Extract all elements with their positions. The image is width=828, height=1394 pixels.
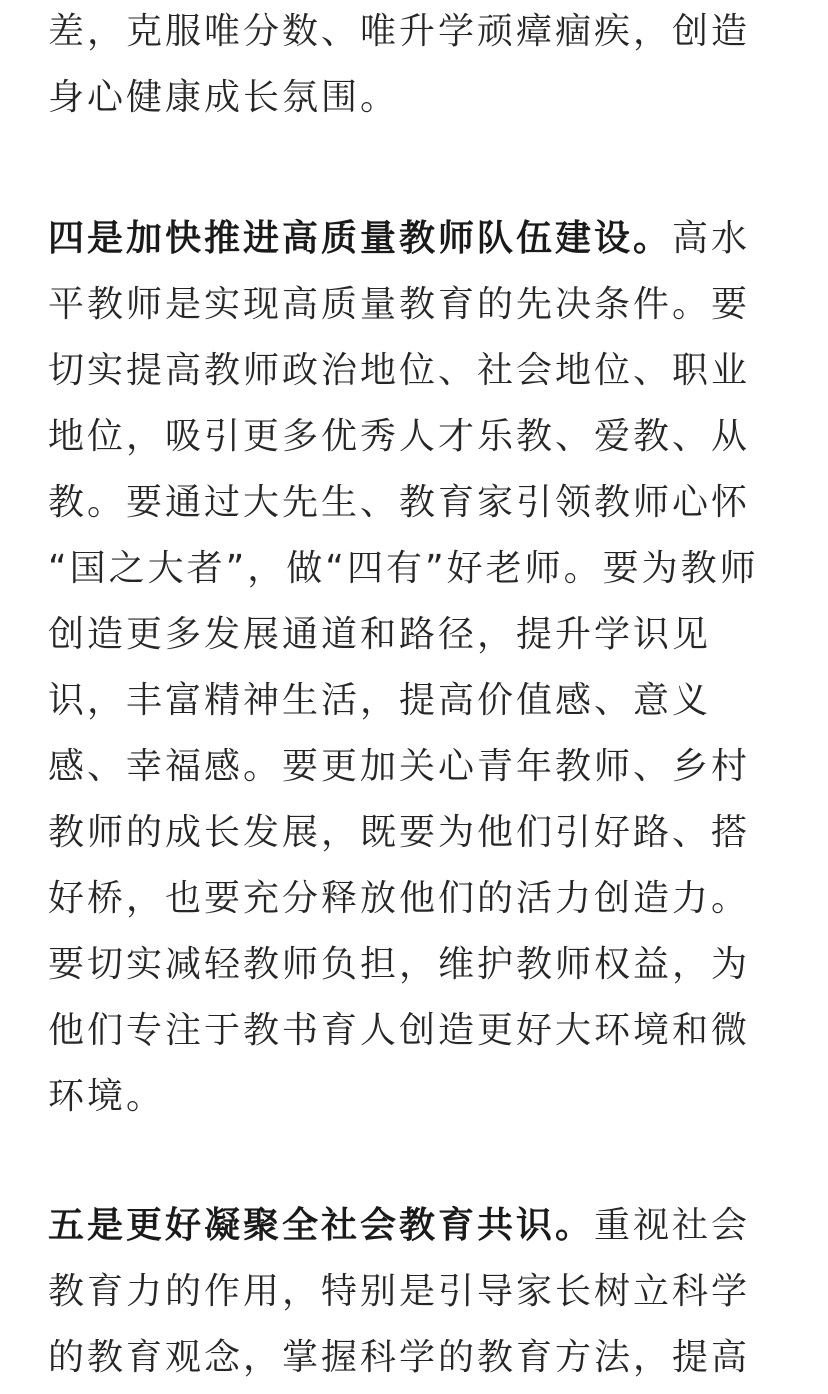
paragraph-line: 教。要通过大先生、教育家引领教师心怀	[48, 482, 751, 523]
paragraph-3	[48, 1193, 780, 1391]
paragraph-line: 好桥，也要充分释放他们的活力创造力。	[48, 878, 751, 919]
paragraph-line: 感、幸福感。要更加关心青年教师、乡村	[48, 746, 751, 787]
paragraph-line: 他们专注于教书育人创造更好大环境和微	[48, 1010, 751, 1051]
paragraph-line: 切实提高教师政治地位、社会地位、职业	[48, 350, 751, 391]
paragraph-first-line	[48, 1193, 780, 1259]
paragraph-line: 地位，吸引更多优秀人才乐教、爱教、从	[48, 416, 751, 457]
paragraph-line: 身心健康成长氛围。	[48, 77, 400, 118]
paragraph-line: 的教育观念，掌握科学的教育方法，提高	[48, 1337, 751, 1378]
paragraph-line: “国之大者”，做“四有”好老师。要为教师	[48, 548, 759, 589]
paragraph-1	[48, 0, 780, 131]
paragraph-lead-heading: 五是更好凝聚全社会教育共识。	[48, 1205, 595, 1246]
paragraph-line: 识，丰富精神生活，提高价值感、意义	[48, 680, 712, 721]
paragraph-first-line	[48, 206, 780, 272]
paragraph-first-line-text: 重视社会	[594, 1205, 751, 1246]
paragraph-line: 环境。	[48, 1076, 166, 1117]
paragraph-line: 要切实减轻教师负担，维护教师权益，为	[48, 944, 751, 985]
article-body	[48, 0, 780, 1394]
paragraph-line: 平教师是实现高质量教育的先决条件。要	[48, 284, 751, 325]
paragraph-line: 教育力的作用，特别是引导家长树立科学	[48, 1271, 751, 1312]
paragraph-2	[48, 206, 780, 1130]
paragraph-lead-heading: 四是加快推进高质量教师队伍建设。	[48, 218, 673, 259]
paragraph-first-line-text: 高水	[672, 218, 751, 259]
paragraph-line: 教师的成长发展，既要为他们引好路、搭	[48, 812, 751, 853]
paragraph-line: 创造更多发展通道和路径，提升学识见	[48, 614, 712, 655]
paragraph-line: 差，克服唯分数、唯升学顽瘴痼疾，创造	[48, 11, 751, 52]
